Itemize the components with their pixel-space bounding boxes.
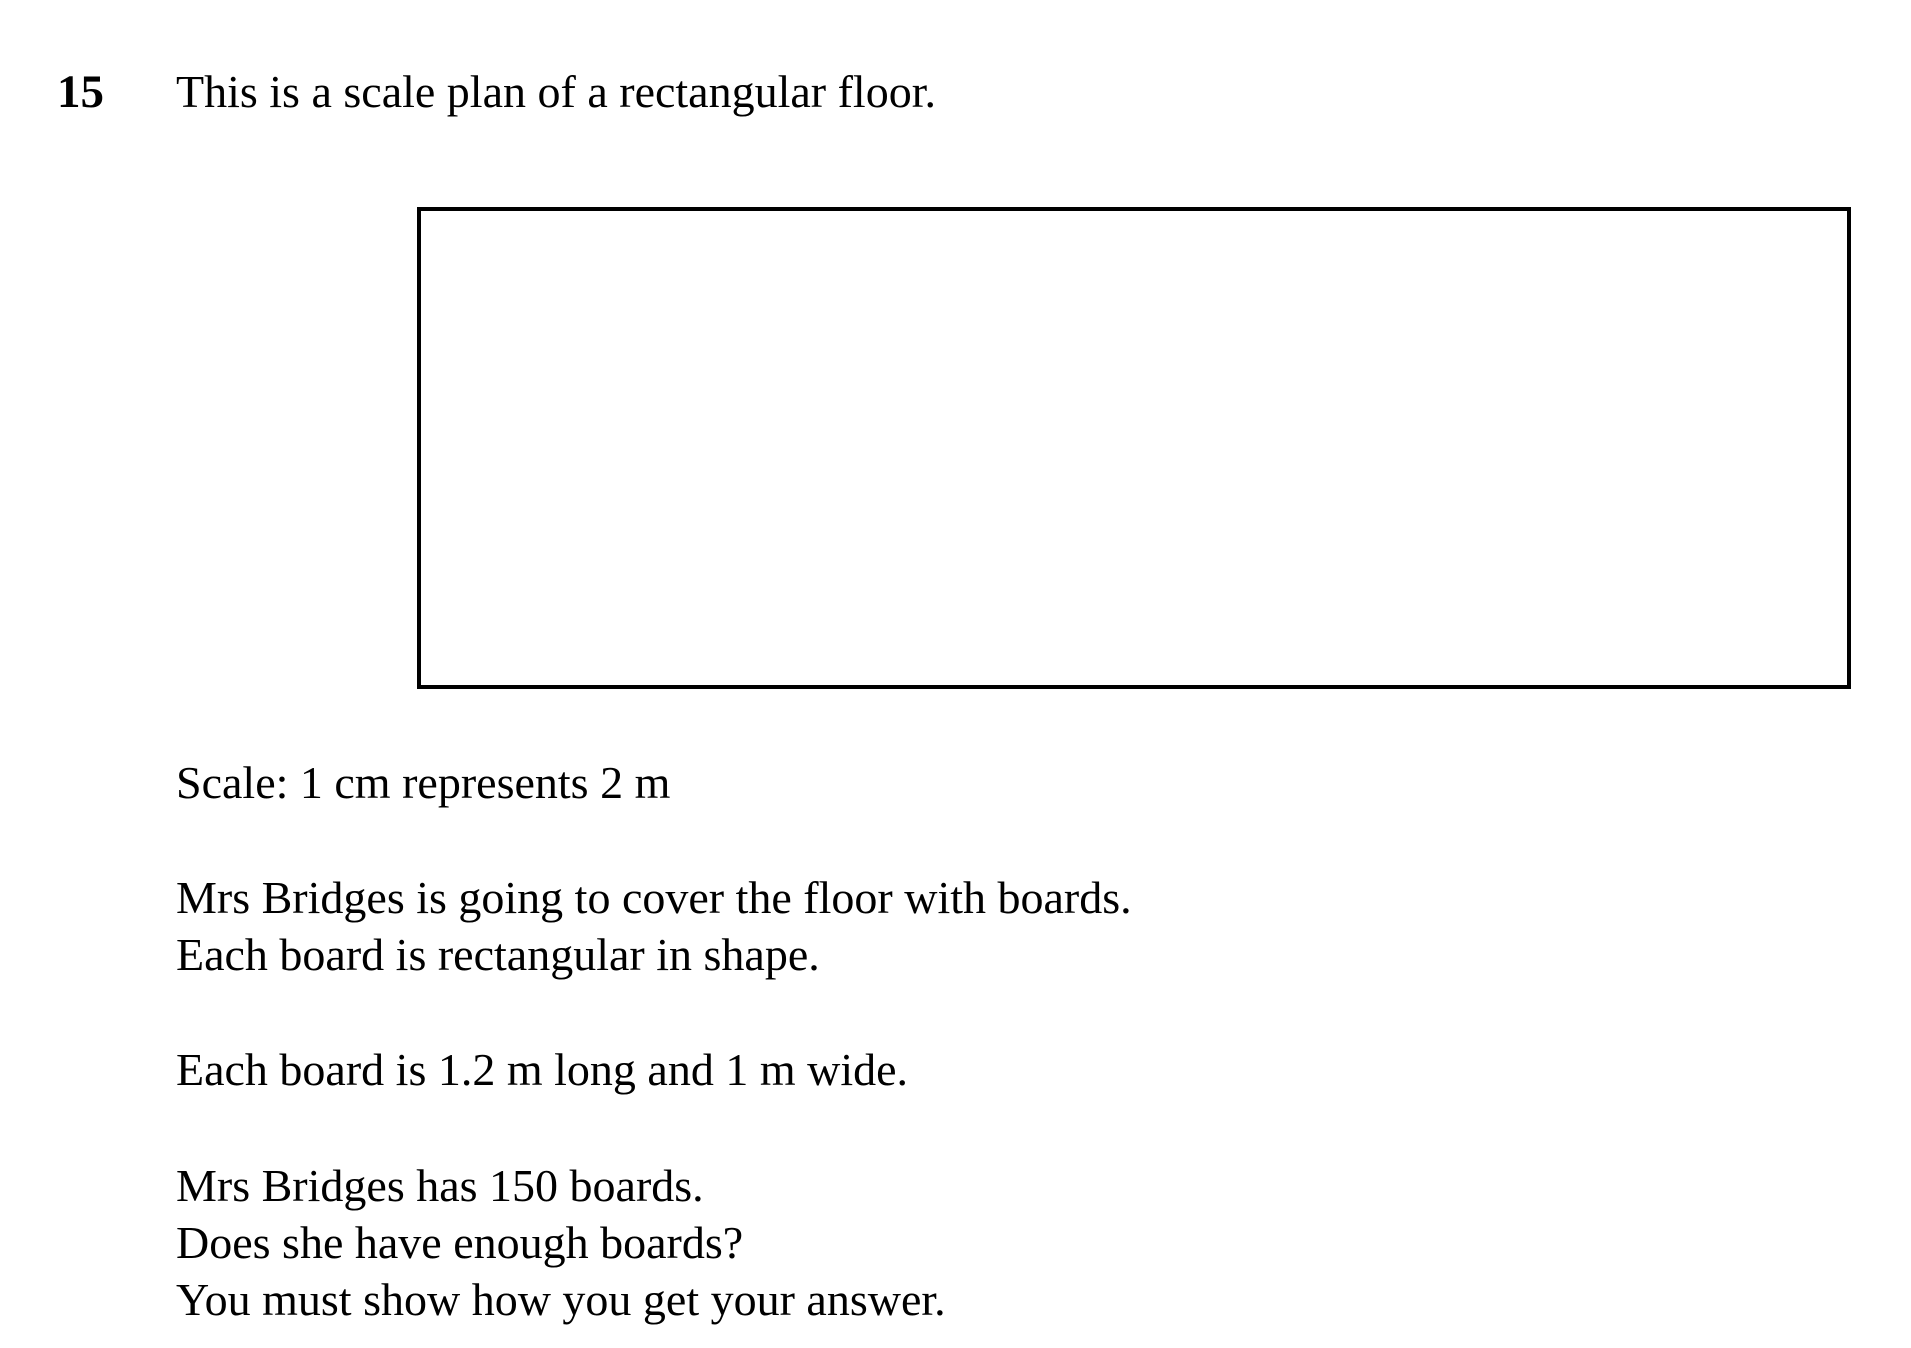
- paragraph-line: Each board is rectangular in shape.: [176, 929, 820, 980]
- paragraph-line: Mrs Bridges has 150 boards.: [176, 1160, 704, 1211]
- scale-text: Scale: 1 cm represents 2 m: [176, 757, 671, 808]
- paragraph-line: Mrs Bridges is going to cover the floor with boards.: [176, 872, 1132, 923]
- paragraph-line: You must show how you get your answer.: [176, 1274, 946, 1325]
- paragraph-line: Each board is 1.2 m long and 1 m wide.: [176, 1044, 909, 1095]
- question-number: 15: [57, 66, 104, 118]
- question-intro: This is a scale plan of a rectangular floor.: [176, 66, 936, 117]
- floor-plan-rectangle: [417, 207, 1851, 689]
- paragraph-line: Does she have enough boards?: [176, 1217, 744, 1268]
